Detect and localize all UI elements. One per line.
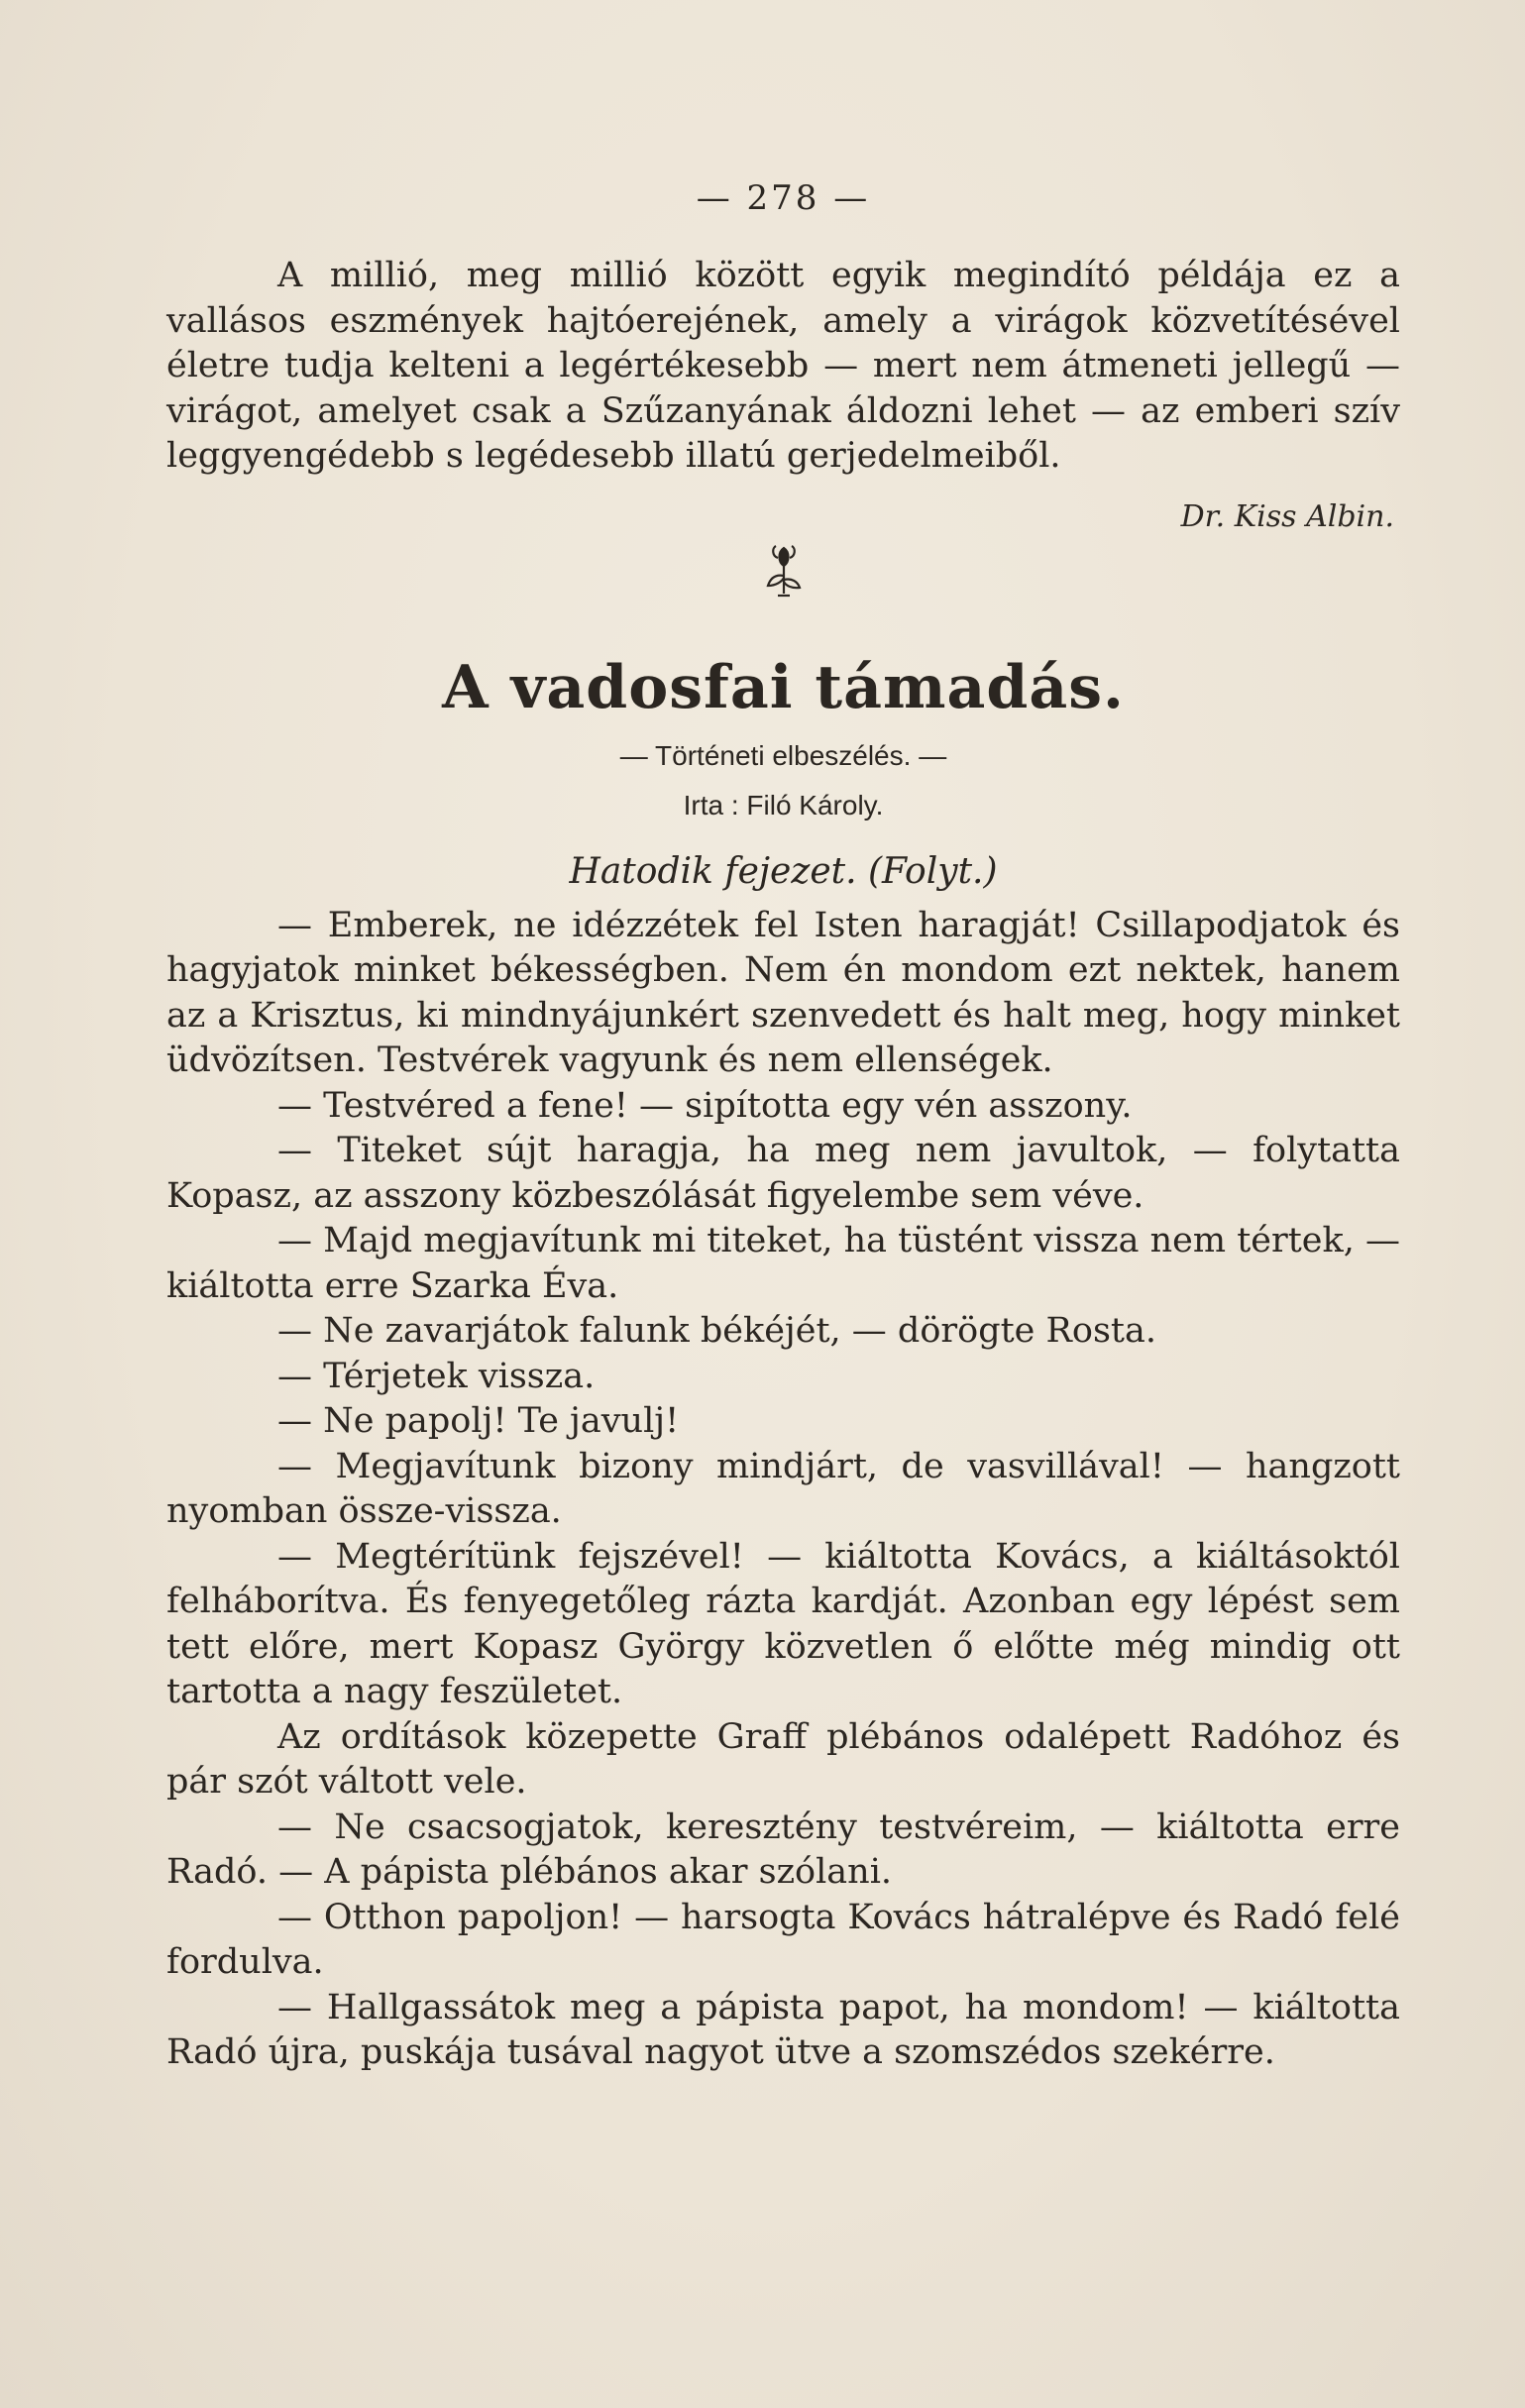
- chapter-heading: Hatodik fejezet. (Folyt.): [569, 850, 998, 892]
- story-paragraph: — Hallgassátok meg a pápista papot, ha mondom! — kiáltotta Radó újra, puskája tusával nagyot ütve a szomszédos szekérre.: [166, 1987, 1400, 2072]
- story-body: [166, 904, 1400, 2076]
- story-title: A vadosfai támadás.: [442, 652, 1125, 722]
- floral-ornament-icon: [166, 544, 1400, 613]
- intro-author: Dr. Kiss Albin.: [1180, 498, 1394, 534]
- story-paragraph: — Otthon papoljon! — harsogta Kovács hátralépve és Radó felé fordulva.: [166, 1897, 1400, 1982]
- story-paragraph: Az ordítások közepette Graff plébános odalépett Radóhoz és pár szót váltott vele.: [166, 1716, 1400, 1802]
- story-byline: Irta : Filó Károly.: [683, 789, 884, 821]
- story-paragraph: — Térjetek vissza.: [277, 1356, 596, 1396]
- story-paragraph: — Megjavítunk bizony mindjárt, de vasvillával! — hangzott nyomban össze-vissza.: [166, 1446, 1400, 1531]
- story-subtitle: — Történeti elbeszélés. —: [619, 739, 947, 771]
- intro-paragraph: A millió, meg millió között egyik megindító példája ez a vallásos eszmények hajtóerejének, amely a virágok közvetítésével életre tudja kelteni a legértékesebb — mert nem átmeneti jellegű — virágot, amelyet csak a Szűzanyának áldozni lehet — az emberi szív leggyengédebb s legédesebb illatú gerjedelmeiből.: [166, 256, 1400, 476]
- page-number: — 278 —: [696, 178, 871, 218]
- story-paragraph: — Titeket sújt haragja, ha meg nem javultok, — folytatta Kopasz, az asszony közbeszólását figyelembe sem véve.: [166, 1131, 1400, 1216]
- page-content: [166, 178, 1400, 2076]
- story-paragraph: — Ne csacsogjatok, keresztény testvéreim, — kiáltotta erre Radó. — A pápista plébános akar szólani.: [166, 1806, 1400, 1892]
- story-paragraph: — Majd megjavítunk mi titeket, ha tüstént vissza nem tértek, — kiáltotta erre Szarka Éva.: [166, 1221, 1400, 1306]
- story-paragraph: — Ne papolj! Te javulj!: [277, 1401, 680, 1441]
- story-paragraph: — Ne zavarjátok falunk békéjét, — dörögte Rosta.: [277, 1311, 1156, 1351]
- story-paragraph: — Emberek, ne idézzétek fel Isten haragját! Csillapodjatok és hagyjatok minket békességben. Nem én mondom ezt nektek, hanem az a Krisztus, ki mindnyájunkért szenvedett és halt meg, hogy minket üdvözítsen. Testvérek vagyunk és nem ellenségek.: [166, 905, 1400, 1080]
- story-paragraph: — Megtérítünk fejszével! — kiáltotta Kovács, a kiáltásoktól felháborítva. És fenyegetőleg rázta kardját. Azonban egy lépést sem tett előre, mert Kopasz György közvetlen ő előtte még mindig ott tartotta a nagy feszületet.: [166, 1536, 1400, 1711]
- story-paragraph: — Testvéred a fene! — sipította egy vén asszony.: [277, 1085, 1133, 1126]
